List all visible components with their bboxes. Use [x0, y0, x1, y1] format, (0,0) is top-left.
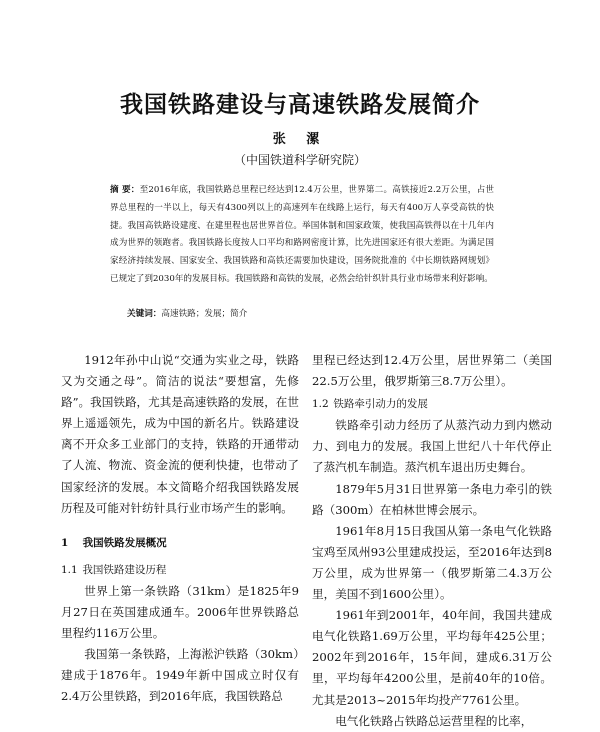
- keywords: [127, 306, 497, 324]
- author-affiliation: （中国铁道科学研究院）: [233, 153, 366, 167]
- body-paragraph: 我国第一条铁路，上海淞沪铁路（30km）建成于1876年。1949年新中国成立时仅有2.4万公里铁路，到2016年底，我国铁路总: [61, 647, 299, 704]
- body-paragraph: 1961年8月15日我国从第一条电气化铁路宝鸡至凤州93公里建成投运，至2016年达到8万公里，成为世界第一（俄罗斯第二4.3万公里，美国不到1600公里）。: [312, 523, 552, 602]
- section-title: 我国铁路发展概况: [82, 536, 167, 549]
- article-title: 我国铁路建设与高速铁路发展简介: [120, 91, 480, 118]
- right-column: [312, 350, 552, 732]
- body-paragraph: 1879年5月31日世界第一条电力牵引的铁路（300m）在柏林世博会展示。: [312, 481, 552, 517]
- author-name: 张 漯: [272, 132, 328, 147]
- keywords-text: 高速铁路；发展；简介: [161, 309, 248, 319]
- body-paragraph: 1961年到2001年，40年间，我国共建成电气化铁路1.69万公里，平均每年425公里；2002年到2016年，15年间，建成6.31万公里，平均每年4200公里，是前40年的10倍。尤其是2013~2015年均投产7761公里。: [312, 608, 552, 707]
- section-number: 1: [61, 536, 69, 549]
- abstract-label: 摘 要：: [110, 185, 140, 195]
- body-paragraph: 电气化铁路占铁路总运营里程的比率，: [335, 713, 533, 728]
- subsection-heading-1-1: [61, 560, 299, 581]
- subsection-heading-1-2: [312, 394, 552, 415]
- subsection-title: 我国铁路建设历程: [82, 563, 167, 576]
- keywords-label: 关键词：: [127, 309, 162, 319]
- abstract-text: 至2016年底，我国铁路总里程已经达到12.4万公里，世界第二。高铁接近2.2万公里，占世界总里程的一半以上，每天有4300列以上的高速列车在线路上运行，每天有400万人享受高铁的快捷。我国高铁路设建度、在建里程也居世界首位。举国体制和国家政策，使我国高铁得以在十几年内成为世界的领跑者。我国铁路长度按人口平均和路网密度计算，比先进国家还有很大差距。为满足国家经济持续发展、国家安全、我国铁路和高铁还需要加快建设，国务院批准的《中长期铁路网规划》已规定了到2030年的发展目标。我国铁路和高铁的发展，必然会给针织针具行业市场带来利好影响。: [110, 185, 494, 284]
- subsection-number: 1.1: [61, 563, 78, 576]
- body-paragraph: 1912年孙中山说“交通为实业之母，铁路又为交通之母”。简洁的说法“要想富，先修路”。我国铁路，尤其是高速铁路的发展，在世界上遥遥领先，成为中国的新名片。铁路建设离不开众多工业部门的支持，铁路的开通带动了人流、物流、资金流的便利快捷，也带动了国家经济的发展。本文简略介绍我国铁路发展历程及可能对针纺针具行业市场产生的影响。: [61, 353, 299, 515]
- body-paragraph: 里程已经达到12.4万公里，居世界第二（美国22.5万公里，俄罗斯第三8.7万公里）。: [312, 353, 552, 389]
- subsection-title: 铁路牵引动力的发展: [333, 398, 428, 411]
- abstract: [110, 182, 494, 289]
- left-column: [61, 350, 299, 708]
- body-paragraph: 铁路牵引动力经历了从蒸汽动力到内燃动力、到电力的发展。我国上世纪八十年代停止了蒸汽机车制造。蒸汽机车退出历史舞台。: [312, 418, 552, 475]
- section-heading-1: [61, 533, 299, 554]
- subsection-number: 1.2: [312, 398, 329, 411]
- body-paragraph: 世界上第一条铁路（31km）是1825年9月27日在英国建成通车。2006年世界铁路总里程约116万公里。: [61, 583, 299, 641]
